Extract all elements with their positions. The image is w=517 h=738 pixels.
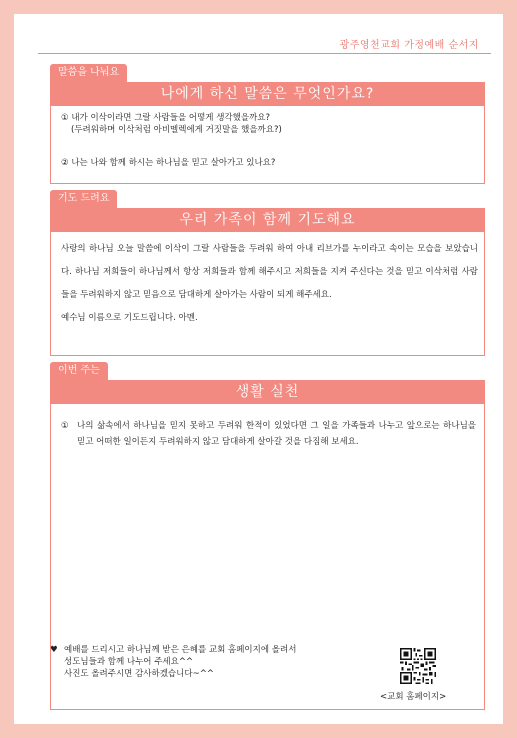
worship-sheet [14, 14, 503, 724]
section-tab-word: 말씀을 나눠요 [50, 64, 127, 82]
practice-item [61, 418, 476, 450]
section-box-prayer [50, 232, 485, 356]
prayer-text [61, 238, 478, 330]
question-1-hint: (두려워하며 이삭처럼 아비멜렉에게 거짓말을 했을까요?) [71, 125, 282, 135]
prayer-closing: 예수님 이름으로 기도드립니다. 아멘. [61, 313, 198, 323]
sheet-title: 광주영천교회 가정예배 순서지 [339, 40, 479, 51]
prayer-body: 사랑의 하나님 오늘 말씀에 이삭이 그랄 사람들을 두려워 하여 아내 리브가를 누이라고 속이는 모습을 보았습니다. 하나님 저희들이 하나님께서 항상 저희들과 함께 해주시고 저희들을 지켜 주신다는 것을 믿고 이삭처럼 사람들을 두려워하지 않고 믿음으로 담대하게 살아가는 사람이 되게 해주세요. [61, 244, 478, 300]
question-2: ② 나는 나와 함께 하시는 하나님을 믿고 살아가고 있나요? [61, 158, 276, 168]
section-tab-prayer: 기도 드려요 [50, 190, 117, 208]
section-heading-prayer: 우리 가족이 함께 기도해요 [50, 208, 485, 232]
section-heading-word: 나에게 하신 말씀은 무엇인가요? [50, 82, 485, 106]
footer-note [50, 644, 296, 680]
section-box-word [50, 106, 485, 184]
footer-line-3: 사진도 올려주시면 감사하겠습니다~^^ [64, 669, 214, 679]
section-heading-practice: 생활 실천 [50, 380, 485, 404]
footer-line-2: 성도님들과 함께 나누어 주세요^^ [64, 657, 194, 667]
practice-item-number: ① [61, 421, 69, 431]
header-divider [38, 53, 491, 54]
heart-icon: ♥ [50, 645, 58, 655]
qr-caption: <교회 홈페이지> [380, 692, 447, 702]
practice-item-text: 나의 삶속에서 하나님을 믿지 못하고 두려워 한적이 있었다면 그 일을 가족들과 나누고 앞으로는 하나님을 믿고 어떠한 일이든지 두려워하지 않고 담대하게 살아갈 것을 다짐해 보세요. [77, 421, 476, 447]
section-tab-practice: 이번 주는 [50, 362, 108, 380]
footer-line-1: 예배를 드리시고 하나님께 받은 은혜를 교회 홈페이지에 올려서 [64, 645, 297, 655]
qr-code-icon[interactable] [400, 648, 436, 684]
question-1: ① 내가 이삭이라면 그랄 사람들을 어떻게 생각했을까요? [61, 113, 270, 123]
